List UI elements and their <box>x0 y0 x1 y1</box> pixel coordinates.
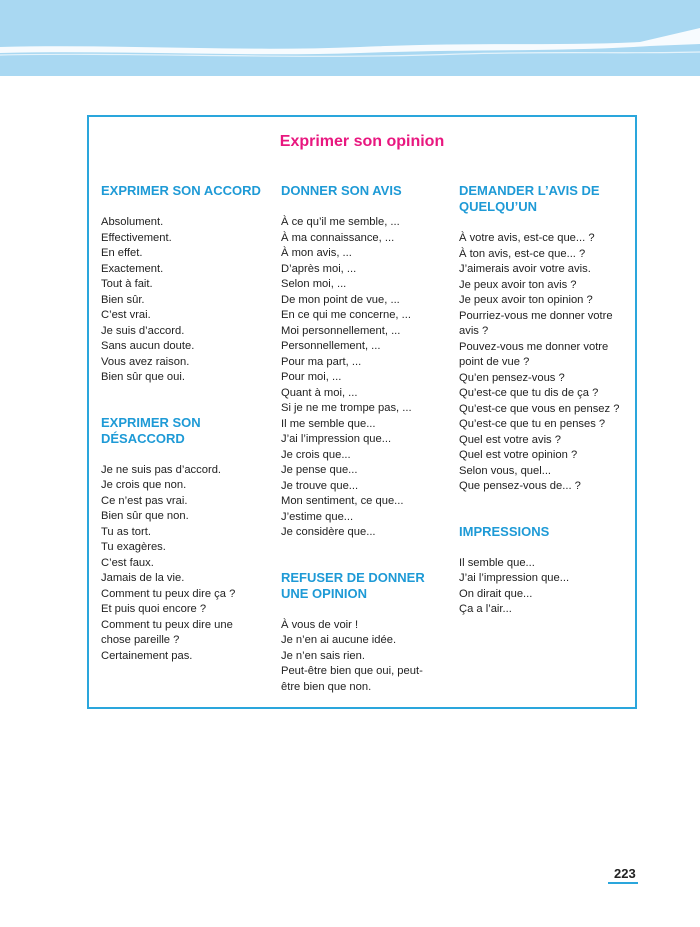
section-heading-refuser <box>281 570 449 602</box>
heading-text: DÉSACCORD <box>101 430 185 446</box>
list-item: Mon sentiment, ce que... <box>281 495 404 507</box>
list-item: C’est faux. <box>101 556 154 569</box>
list-item: Je peux avoir ton avis ? <box>459 278 577 291</box>
heading-text: DEMANDER L’AVIS DE <box>459 183 600 198</box>
list-item: Qu’est-ce que tu dis de ça ? <box>459 387 599 399</box>
wave-decoration <box>0 0 700 76</box>
list-item: À ton avis, est-ce que... ? <box>459 247 586 260</box>
list-item: Personnellement, ... <box>281 340 381 352</box>
header-band <box>0 0 700 76</box>
list-item: Je pense que... <box>281 464 358 476</box>
heading-text: REFUSER DE DONNER <box>281 569 425 585</box>
list-item: avis ? <box>459 325 489 337</box>
page-number-rule <box>608 882 638 884</box>
list-item: D’après moi, ... <box>281 262 357 275</box>
list-item: À ce qu’il me semble, ... <box>281 216 400 228</box>
list-item: Quel est votre avis ? <box>459 433 561 446</box>
list-item: En effet. <box>101 247 143 259</box>
list-item: Tout à fait. <box>101 278 153 290</box>
list-item: Que pensez-vous de... ? <box>459 480 581 492</box>
list-item: Tu as tort. <box>101 525 151 538</box>
box-title: Exprimer son opinion <box>279 133 445 150</box>
heading-text: EXPRIMER SON <box>101 414 201 430</box>
heading-text: IMPRESSIONS <box>459 523 550 539</box>
list-item: Effectivement. <box>101 231 172 244</box>
column-ask-impressions <box>459 183 631 618</box>
column-give-refuse <box>281 183 449 695</box>
list-item: À vous de voir ! <box>281 618 359 631</box>
list-item: Tu exagères. <box>101 541 166 553</box>
list-item: À mon avis, ... <box>281 247 352 259</box>
list-item: Jamais de la vie. <box>101 572 185 584</box>
list-item: Comment tu peux dire une <box>101 618 233 631</box>
list-item: Pouvez-vous me donner votre <box>459 340 609 353</box>
heading-text: UNE OPINION <box>281 585 367 601</box>
list-item: Et puis quoi encore ? <box>101 603 207 615</box>
list-item: De mon point de vue, ... <box>281 293 400 306</box>
list-item: Exactement. <box>101 262 164 275</box>
list-impressions <box>459 556 631 618</box>
list-item: C’est vrai. <box>101 309 151 321</box>
list-item: Ça a l’air... <box>459 603 512 615</box>
list-item: Si je ne me trompe pas, ... <box>281 402 412 414</box>
section-heading-accord <box>101 183 269 199</box>
list-item: Pour moi, ... <box>281 371 342 383</box>
list-item: Je ne suis pas d’accord. <box>101 463 222 476</box>
list-item: J’ai l’impression que... <box>281 433 392 445</box>
list-item: chose pareille ? <box>101 634 180 646</box>
list-item: J’aimerais avoir votre avis. <box>459 263 591 275</box>
heading-text: EXPRIMER SON ACCORD <box>101 183 261 198</box>
opinion-box <box>87 115 637 709</box>
heading-text: QUELQU’UN <box>459 199 537 214</box>
section-heading-impressions <box>459 524 631 540</box>
list-item: Bien sûr que non. <box>101 510 189 522</box>
list-item: Je crois que non. <box>101 479 187 491</box>
list-item: Bien sûr. <box>101 293 145 306</box>
list-item: Selon vous, quel... <box>459 464 552 477</box>
heading-text: DONNER SON AVIS <box>281 183 402 198</box>
list-item: Je crois que... <box>281 448 351 461</box>
list-item: À votre avis, est-ce que... ? <box>459 232 595 244</box>
list-item: Vous avez raison. <box>101 355 190 368</box>
list-item: Peut-être bien que oui, peut- <box>281 665 423 677</box>
list-item: Ce n’est pas vrai. <box>101 494 188 507</box>
list-item: On dirait que... <box>459 587 533 600</box>
list-item: Certainement pas. <box>101 649 193 662</box>
list-item: J’estime que... <box>281 510 354 523</box>
list-item: Je n’en ai aucune idée. <box>281 634 397 646</box>
list-accord <box>101 215 269 386</box>
list-item: Qu’en pensez-vous ? <box>459 371 565 384</box>
column-agree-disagree <box>101 183 269 664</box>
list-item: Je considère que... <box>281 526 376 538</box>
page-number: 223 <box>614 866 636 881</box>
list-item: Il semble que... <box>459 556 535 569</box>
list-refuser <box>281 618 449 696</box>
list-desaccord <box>101 463 269 665</box>
list-item: En ce qui me concerne, ... <box>281 309 411 321</box>
list-item: Selon moi, ... <box>281 278 347 290</box>
list-item: Quel est votre opinion ? <box>459 449 578 461</box>
section-heading-demander-avis <box>459 183 631 215</box>
section-heading-donner-avis <box>281 183 449 199</box>
list-item: J’ai l’impression que... <box>459 572 570 584</box>
list-item: Je peux avoir ton opinion ? <box>459 294 593 306</box>
list-item: Absolument. <box>101 216 164 228</box>
list-item: À ma connaissance, ... <box>281 231 395 244</box>
section-heading-desaccord <box>101 415 269 447</box>
list-item: Je suis d’accord. <box>101 324 185 337</box>
list-item: Moi personnellement, ... <box>281 324 401 337</box>
list-demander-avis <box>459 231 631 495</box>
list-item: Je n’en sais rien. <box>281 649 365 662</box>
list-item: Pourriez-vous me donner votre <box>459 309 613 322</box>
list-item: Comment tu peux dire ça ? <box>101 587 236 600</box>
list-item: Bien sûr que oui. <box>101 371 185 383</box>
list-item: Quant à moi, ... <box>281 386 358 399</box>
list-item: Sans aucun doute. <box>101 340 195 352</box>
list-item: Je trouve que... <box>281 479 359 492</box>
list-item: Qu’est-ce que tu en penses ? <box>459 418 606 430</box>
list-item: Pour ma part, ... <box>281 355 362 368</box>
list-item: Il me semble que... <box>281 417 376 430</box>
list-item: être bien que non. <box>281 680 372 693</box>
list-item: Qu’est-ce que vous en pensez ? <box>459 402 620 415</box>
list-item: point de vue ? <box>459 356 530 368</box>
list-donner-avis <box>281 215 449 541</box>
